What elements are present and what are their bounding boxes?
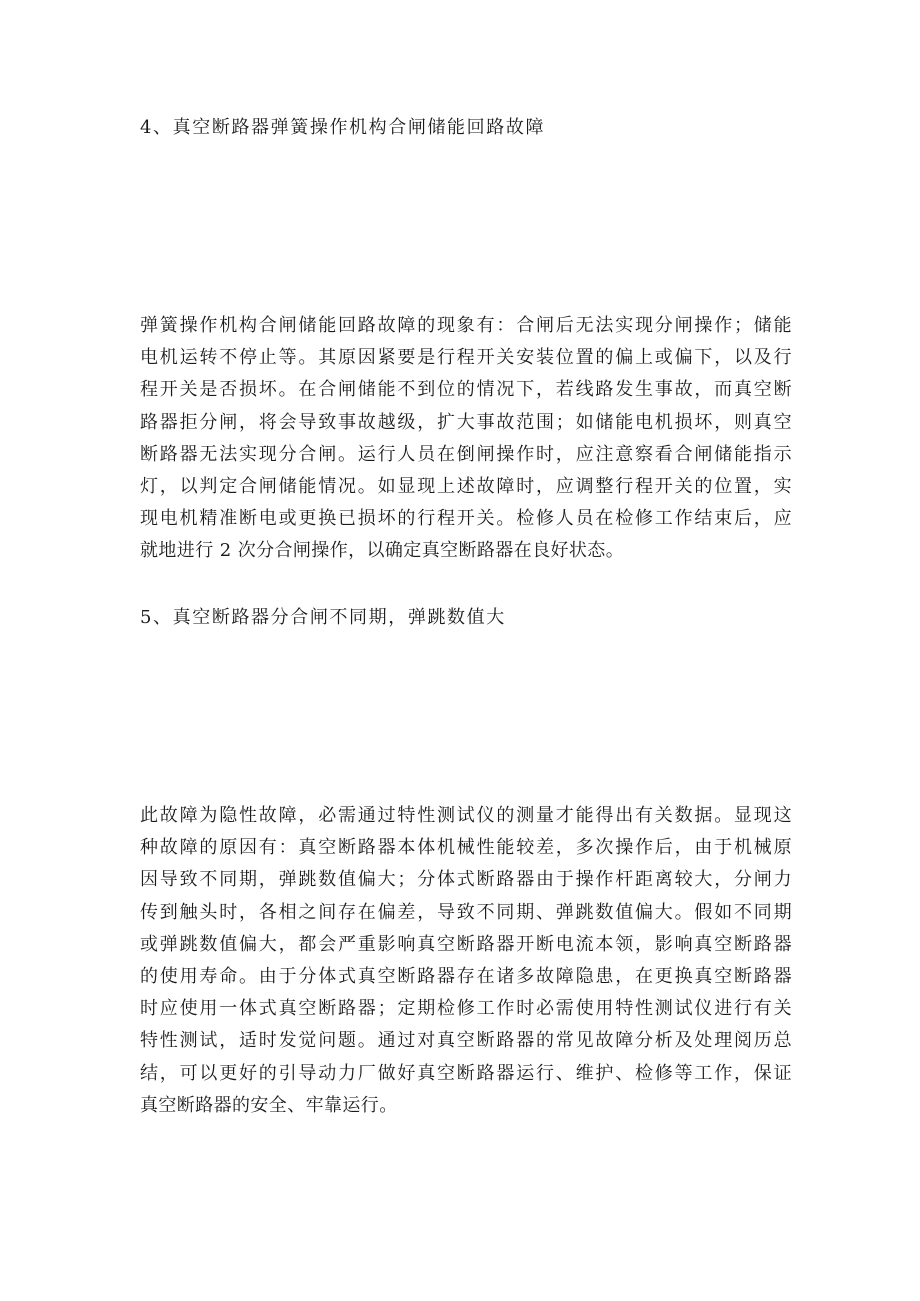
- paragraph-line: 结，可以更好的引导动力厂做好真空断路器运行、维护、检修等工作，保证: [140, 1062, 792, 1084]
- paragraph-line: 或弹跳数值偏大，都会严重影响真空断路器开断电流本领，影响真空断路器: [140, 933, 792, 955]
- section-4-heading: 4、真空断路器弹簧操作机构合闸储能回路故障: [140, 117, 546, 138]
- paragraph-line: 程开关是否损坏。在合闸储能不到位的情况下，若线路发生事故，而真空断: [140, 379, 792, 401]
- paragraph-line: 路器拒分闸，将会导致事故越级，扩大事故范围；如储能电机损坏，则真空: [140, 411, 792, 433]
- paragraph-line: 传到触头时，各相之间存在偏差，导致不同期、弹跳数值偏大。假如不同期: [140, 901, 792, 923]
- paragraph-line: 现电机精准断电或更换已损坏的行程开关。检修人员在检修工作结束后，应: [140, 508, 792, 530]
- paragraph-line: 时应使用一体式真空断路器；定期检修工作时必需使用特性测试仪进行有关: [140, 998, 792, 1020]
- paragraph-line: 因导致不同期，弹跳数值偏大；分体式断路器由于操作杆距离较大，分闸力: [140, 869, 792, 891]
- paragraph-line: 电机运转不停止等。其原因紧要是行程开关安装位置的偏上或偏下，以及行: [140, 347, 792, 369]
- paragraph-line: 断路器无法实现分合闸。运行人员在倒闸操作时，应注意察看合闸储能指示: [140, 443, 792, 465]
- paragraph-line: 的使用寿命。由于分体式真空断路器存在诸多故障隐患，在更换真空断路器: [140, 966, 792, 988]
- section-5-paragraph: [140, 800, 792, 1122]
- paragraph-line: 就地进行 2 次分合闸操作，以确定真空断路器在良好状态。: [140, 540, 625, 562]
- paragraph-line: 灯，以判定合闸储能情况。如显现上述故障时，应调整行程开关的位置，实: [140, 476, 792, 498]
- paragraph-line: 弹簧操作机构合闸储能回路故障的现象有：合闸后无法实现分闸操作；储能: [140, 315, 792, 336]
- paragraph-line: 特性测试，适时发觉问题。通过对真空断路器的常见故障分析及处理阅历总: [140, 1030, 792, 1052]
- paragraph-line: 真空断路器的安全、牢靠运行。: [140, 1094, 398, 1116]
- paragraph-line: 种故障的原因有：真空断路器本体机械性能较差，多次操作后，由于机械原: [140, 837, 792, 859]
- section-5-heading: 5、真空断路器分合闸不同期，弹跳数值大: [140, 607, 506, 628]
- paragraph-line: 此故障为隐性故障，必需通过特性测试仪的测量才能得出有关数据。显现这: [140, 805, 792, 826]
- section-4-paragraph: [140, 310, 792, 568]
